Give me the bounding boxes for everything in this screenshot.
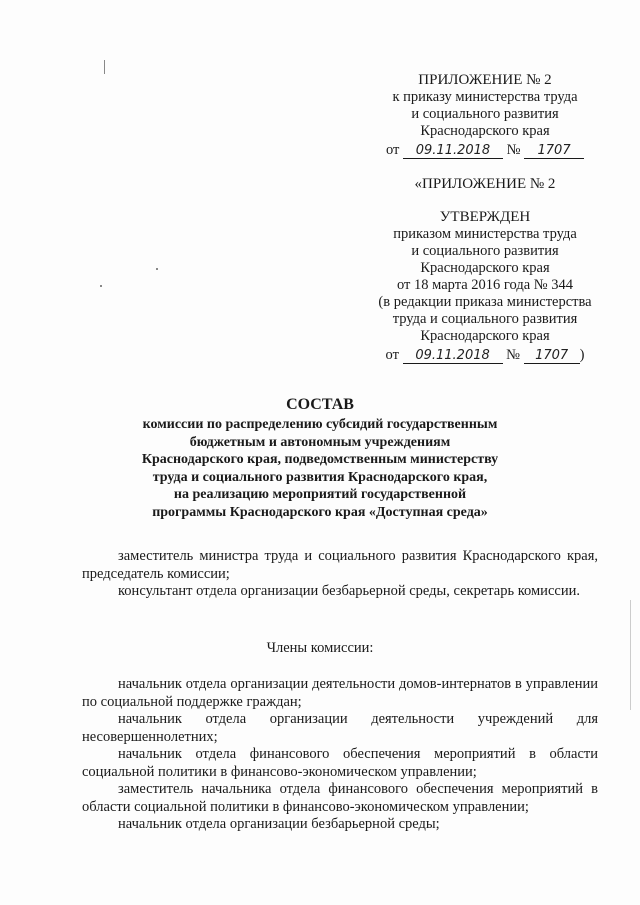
appendix-block	[360, 72, 610, 159]
number-prefix: №	[506, 142, 521, 158]
subtitle-line: бюджетным и автономным учреждениям	[189, 434, 451, 450]
member-item: заместитель начальника отдела финансового обеспечения мероприятий в области социальной политики в финансово-экономическом управлении;	[82, 781, 598, 815]
date-prefix: от	[385, 347, 399, 363]
number-prefix: №	[506, 347, 521, 363]
approval-date-line	[360, 347, 610, 364]
approval-line: Краснодарского края	[420, 328, 550, 344]
appendix-line: Краснодарского края	[420, 123, 550, 139]
handwritten-number: 1707	[524, 144, 584, 159]
subtitle-line: на реализацию мероприятий государственной	[173, 487, 467, 502]
members-list	[82, 676, 598, 834]
handwritten-date: 09.11.2018	[403, 349, 503, 364]
member-item: начальник отдела финансового обеспечения мероприятий в области социальной политики в финансово-экономическом управлении;	[82, 746, 598, 780]
leader-item: заместитель министра труда и социального развития Краснодарского края, председатель комиссии;	[82, 548, 598, 582]
subtitle-line: Краснодарского края, подведомственным министерству	[141, 452, 499, 467]
date-prefix: от	[385, 142, 400, 158]
approval-line: Краснодарского края	[420, 260, 550, 276]
approval-line: и социального развития	[411, 243, 559, 259]
approval-line: труда и социального развития	[392, 311, 578, 327]
scan-speck	[156, 268, 158, 270]
approval-block	[360, 176, 610, 364]
leader-item: консультант отдела организации безбарьерной среды, секретарь комиссии.	[118, 583, 580, 599]
leaders-list	[82, 548, 598, 601]
appendix-date-line	[360, 142, 610, 159]
appendix-title: ПРИЛОЖЕНИЕ № 2	[418, 72, 552, 88]
member-item: начальник отдела организации безбарьерной среды;	[118, 816, 440, 832]
member-item: начальник отдела организации деятельности домов-интернатов в управлении по социальной поддержке граждан;	[82, 676, 598, 710]
approval-line: (в редакции приказа министерства	[378, 294, 592, 310]
subtitle-line: комиссии по распределению субсидий государственным	[142, 417, 498, 432]
scan-speck	[104, 60, 105, 74]
approved-label: УТВЕРЖДЕН	[439, 209, 531, 225]
members-heading: Члены комиссии:	[266, 640, 374, 656]
document-title: СОСТАВ	[286, 396, 354, 413]
handwritten-number: 1707	[524, 349, 580, 364]
approval-line: от 18 марта 2016 года № 344	[397, 277, 573, 293]
document-subtitle	[0, 416, 640, 521]
appendix-line: к приказу министерства труда	[392, 89, 578, 105]
handwritten-date: 09.11.2018	[403, 144, 503, 159]
subtitle-line: программы Краснодарского края «Доступная среда»	[152, 504, 488, 520]
approval-appendix-title: «ПРИЛОЖЕНИЕ № 2	[414, 176, 556, 192]
subtitle-line: труда и социального развития Краснодарского края,	[152, 469, 488, 485]
scan-speck	[100, 285, 102, 287]
closing-paren: )	[579, 347, 585, 363]
appendix-line: и социального развития	[411, 106, 559, 122]
approval-line: приказом министерства труда	[393, 226, 577, 242]
member-item: начальник отдела организации деятельности учреждений для несовершеннолетних;	[82, 711, 598, 745]
